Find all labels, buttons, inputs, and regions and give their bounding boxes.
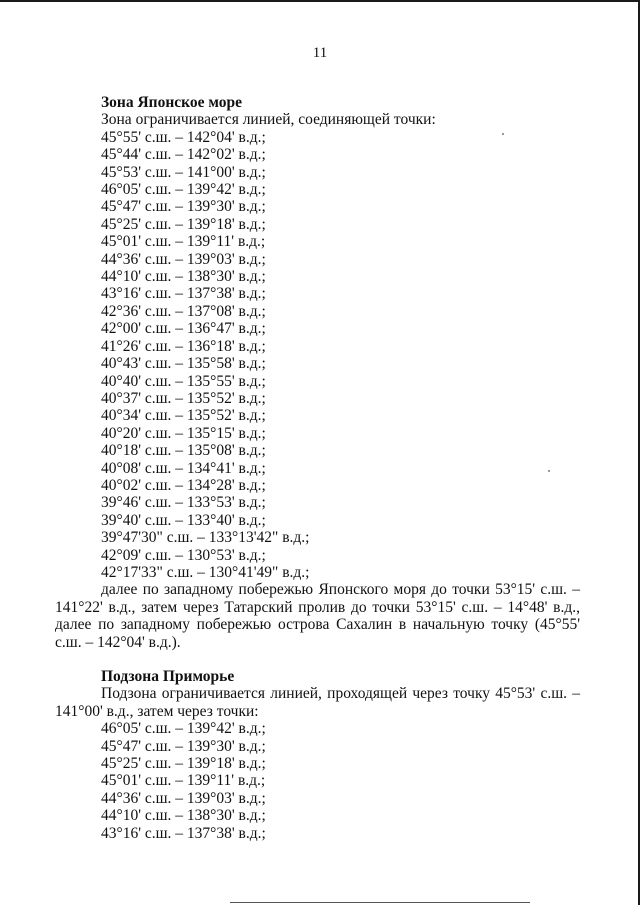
coordinate-point: 45°47' с.ш. – 139°30' в.д.;	[101, 198, 266, 216]
coordinate-point: 43°16' с.ш. – 137°38' в.д.;	[101, 824, 266, 842]
subzone-point-list	[55, 720, 580, 842]
page-number: 11	[312, 45, 328, 61]
coordinate-point: 40°08' с.ш. – 134°41' в.д.;	[101, 459, 266, 477]
page-border-bottom	[230, 902, 530, 903]
zone-title: Зона Японское море	[101, 94, 243, 111]
coordinate-point: 40°40' с.ш. – 135°55' в.д.;	[101, 372, 266, 390]
coordinate-point: 42°00' с.ш. – 136°47' в.д.;	[101, 320, 266, 338]
coordinate-point: 40°43' с.ш. – 135°58' в.д.;	[101, 355, 266, 373]
coordinate-point: 45°01' с.ш. – 139°11' в.д.;	[101, 772, 266, 790]
coordinate-point: 44°10' с.ш. – 138°30' в.д.;	[101, 807, 266, 825]
coordinate-point: 45°25' с.ш. – 139°18' в.д.;	[101, 215, 266, 233]
subzone-title: Подзона Приморье	[101, 668, 235, 685]
coordinate-point: 45°47' с.ш. – 139°30' в.д.;	[101, 737, 266, 755]
coordinate-point: 45°44' с.ш. – 142°02' в.д.;	[101, 146, 266, 164]
coordinate-point: 40°20' с.ш. – 135°15' в.д.;	[101, 424, 266, 442]
zone-closing-text: далее по западному побережью Японского моря до точки 53°15' с.ш. – 141°22' в.д., затем через Татарский пролив до точки 53°15' с.ш. – 14°48' в.д., далее по западному побережью острова Сахалин в начальную точку (45°55' с.ш. – 142°04' в.д.).	[55, 581, 580, 651]
coordinate-point: 41°26' с.ш. – 136°18' в.д.;	[101, 337, 266, 355]
coordinate-point: 44°10' с.ш. – 138°30' в.д.;	[101, 268, 266, 286]
coordinate-point: 39°46' с.ш. – 133°53' в.д.;	[101, 494, 266, 512]
document-body	[55, 94, 580, 842]
coordinate-point: 42°36' с.ш. – 137°08' в.д.;	[101, 302, 266, 320]
coordinate-point: 44°36' с.ш. – 139°03' в.д.;	[101, 789, 266, 807]
subzone-intro: Подзона ограничивается линией, проходящей через точку 45°53' с.ш. – 141°00' в.д., затем через точки:	[55, 685, 580, 720]
coordinate-point: 45°01' с.ш. – 139°11' в.д.;	[101, 233, 266, 251]
coordinate-point: 40°37' с.ш. – 135°52' в.д.;	[101, 389, 266, 407]
coordinate-point: 46°05' с.ш. – 139°42' в.д.;	[101, 181, 266, 199]
coordinate-point: 42°09' с.ш. – 130°53' в.д.;	[101, 546, 266, 564]
zone-point-list	[55, 129, 580, 582]
coordinate-point: 40°02' с.ш. – 134°28' в.д.;	[101, 476, 266, 494]
coordinate-point: 42°17'33" с.ш. – 130°41'49" в.д.;	[101, 563, 310, 581]
page-border-top	[0, 0, 640, 2]
coordinate-point: 45°53' с.ш. – 141°00' в.д.;	[101, 163, 266, 181]
coordinate-point: 40°18' с.ш. – 135°08' в.д.;	[101, 442, 266, 460]
coordinate-point: 46°05' с.ш. – 139°42' в.д.;	[101, 720, 266, 738]
coordinate-point: 45°25' с.ш. – 139°18' в.д.;	[101, 755, 266, 773]
coordinate-point: 45°55' с.ш. – 142°04' в.д.;	[101, 128, 266, 146]
section-gap	[55, 651, 580, 668]
coordinate-point: 44°36' с.ш. – 139°03' в.д.;	[101, 250, 266, 268]
coordinate-point: 43°16' с.ш. – 137°38' в.д.;	[101, 285, 266, 303]
coordinate-point: 39°47'30" с.ш. – 133°13'42" в.д.;	[101, 529, 310, 547]
coordinate-point: 39°40' с.ш. – 133°40' в.д.;	[101, 511, 266, 529]
coordinate-point: 40°34' с.ш. – 135°52' в.д.;	[101, 407, 266, 425]
zone-intro: Зона ограничивается линией, соединяющей точки:	[101, 111, 436, 129]
